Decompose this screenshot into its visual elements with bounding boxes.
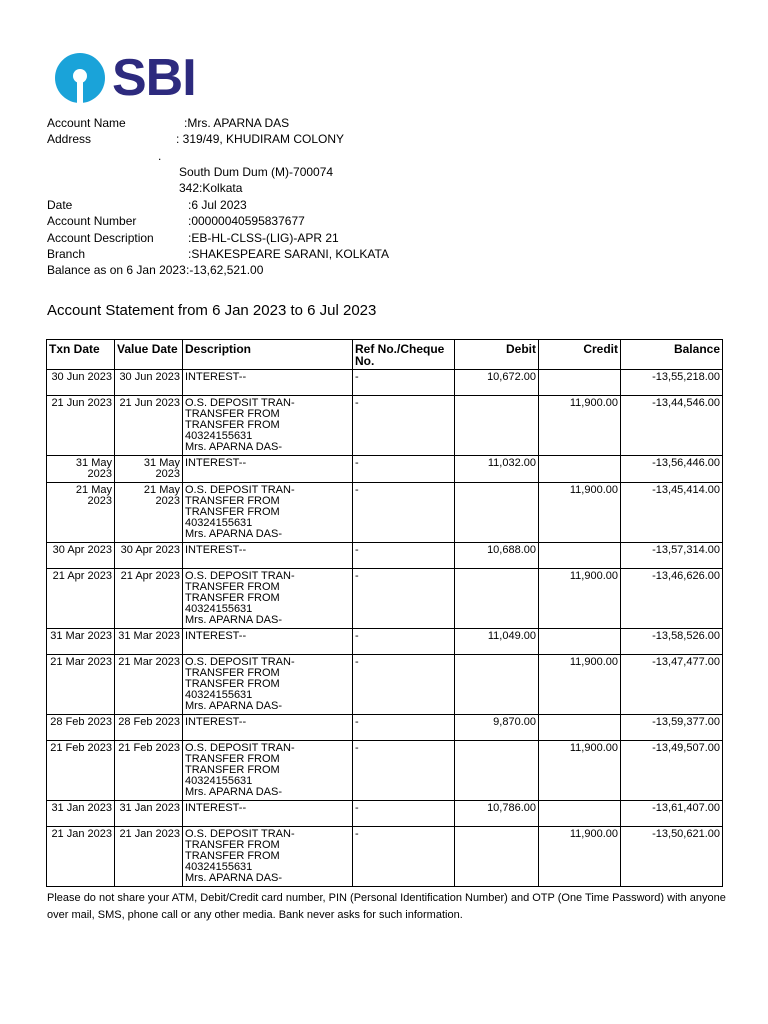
value-date-cell: 28 Feb 2023 <box>115 715 183 741</box>
credit-cell <box>539 456 621 483</box>
value-date-cell: 21 Apr 2023 <box>115 569 183 629</box>
account-field-label: Date <box>47 198 73 212</box>
account-field-value: : 319/49, KHUDIRAM COLONY <box>176 132 345 146</box>
credit-cell <box>539 629 621 655</box>
debit-cell: 11,049.00 <box>455 629 539 655</box>
table-row <box>47 543 723 569</box>
ref-no-cell: - <box>353 569 455 629</box>
description-cell: O.S. DEPOSIT TRAN- TRANSFER FROM TRANSFER FROM 40324155631 Mrs. APARNA DAS- <box>183 483 353 543</box>
balance-cell: -13,59,377.00 <box>621 715 723 741</box>
txn-date-cell: 28 Feb 2023 <box>47 715 115 741</box>
value-date-cell: 30 Jun 2023 <box>115 370 183 396</box>
credit-cell <box>539 543 621 569</box>
txn-date-cell: 21 Jun 2023 <box>47 396 115 456</box>
account-field-row <box>47 246 647 262</box>
table-row <box>47 655 723 715</box>
value-date-cell: 21 Jan 2023 <box>115 827 183 887</box>
account-field-value: :00000040595837677 <box>188 214 305 228</box>
debit-cell: 10,786.00 <box>455 801 539 827</box>
txn-date-cell: 30 Apr 2023 <box>47 543 115 569</box>
balance-cell: -13,46,626.00 <box>621 569 723 629</box>
statement-title: Account Statement from 6 Jan 2023 to 6 Jul 2023 <box>47 302 377 319</box>
credit-cell: 11,900.00 <box>539 396 621 456</box>
ref-no-cell: - <box>353 715 455 741</box>
description-cell: INTEREST-- <box>183 629 353 655</box>
txn-date-cell: 30 Jun 2023 <box>47 370 115 396</box>
debit-cell <box>455 741 539 801</box>
ref-no-cell: - <box>353 543 455 569</box>
col-header-credit: Credit <box>539 340 621 370</box>
txn-date-cell: 21 Feb 2023 <box>47 741 115 801</box>
account-field-value: South Dum Dum (M)-700074 <box>179 165 334 179</box>
table-row <box>47 629 723 655</box>
value-date-cell: 21 Mar 2023 <box>115 655 183 715</box>
table-row <box>47 801 723 827</box>
account-field-row <box>47 230 647 246</box>
balance-cell: -13,55,218.00 <box>621 370 723 396</box>
debit-cell <box>455 483 539 543</box>
description-cell: O.S. DEPOSIT TRAN- TRANSFER FROM TRANSFER FROM 40324155631 Mrs. APARNA DAS- <box>183 655 353 715</box>
balance-cell: -13,57,314.00 <box>621 543 723 569</box>
value-date-cell: 31 Jan 2023 <box>115 801 183 827</box>
txn-date-cell: 21 Jan 2023 <box>47 827 115 887</box>
table-row <box>47 456 723 483</box>
txn-date-cell: 31 May 2023 <box>47 456 115 483</box>
balance-cell: -13,50,621.00 <box>621 827 723 887</box>
account-field-label: Account Number <box>47 214 137 228</box>
table-row <box>47 741 723 801</box>
ref-no-cell: - <box>353 629 455 655</box>
ref-no-cell: - <box>353 741 455 801</box>
credit-cell: 11,900.00 <box>539 655 621 715</box>
col-header-debit: Debit <box>455 340 539 370</box>
table-row <box>47 396 723 456</box>
account-field-value: 342:Kolkata <box>179 181 243 195</box>
description-cell: O.S. DEPOSIT TRAN- TRANSFER FROM TRANSFER FROM 40324155631 Mrs. APARNA DAS- <box>183 741 353 801</box>
value-date-cell: 21 Jun 2023 <box>115 396 183 456</box>
account-field-label: Account Name <box>47 116 126 130</box>
security-notice: Please do not share your ATM, Debit/Credit card number, PIN (Personal Identification Number) and OTP (One Time Password) with anyone over mail, SMS, phone call or any other media. Bank never asks for such information. <box>47 892 726 921</box>
description-cell: INTEREST-- <box>183 801 353 827</box>
description-cell: INTEREST-- <box>183 715 353 741</box>
txn-date-cell: 21 Apr 2023 <box>47 569 115 629</box>
balance-cell: -13,44,546.00 <box>621 396 723 456</box>
account-field-value: :SHAKESPEARE SARANI, KOLKATA <box>188 247 389 261</box>
account-field-value: :6 Jul 2023 <box>188 198 247 212</box>
value-date-cell: 31 May 2023 <box>115 456 183 483</box>
account-field-label: Account Description <box>47 231 154 245</box>
transactions-table <box>46 339 723 887</box>
col-header-value-date: Value Date <box>115 340 183 370</box>
table-header-row <box>47 340 723 370</box>
credit-cell: 11,900.00 <box>539 569 621 629</box>
txn-date-cell: 21 Mar 2023 <box>47 655 115 715</box>
ref-no-cell: - <box>353 456 455 483</box>
col-header-ref-no: Ref No./Cheque No. <box>353 340 455 370</box>
col-header-description: Description <box>183 340 353 370</box>
description-cell: O.S. DEPOSIT TRAN- TRANSFER FROM TRANSFER FROM 40324155631 Mrs. APARNA DAS- <box>183 396 353 456</box>
ref-no-cell: - <box>353 396 455 456</box>
credit-cell <box>539 715 621 741</box>
value-date-cell: 31 Mar 2023 <box>115 629 183 655</box>
table-row <box>47 483 723 543</box>
debit-cell: 9,870.00 <box>455 715 539 741</box>
description-cell: O.S. DEPOSIT TRAN- TRANSFER FROM TRANSFER FROM 40324155631 Mrs. APARNA DAS- <box>183 569 353 629</box>
value-date-cell: 21 May 2023 <box>115 483 183 543</box>
debit-cell <box>455 655 539 715</box>
txn-date-cell: 31 Jan 2023 <box>47 801 115 827</box>
txn-date-cell: 21 May 2023 <box>47 483 115 543</box>
sbi-keyhole-icon <box>54 52 106 104</box>
value-date-cell: 30 Apr 2023 <box>115 543 183 569</box>
credit-cell: 11,900.00 <box>539 827 621 887</box>
table-row <box>47 715 723 741</box>
balance-cell: -13,61,407.00 <box>621 801 723 827</box>
debit-cell: 10,688.00 <box>455 543 539 569</box>
col-header-balance: Balance <box>621 340 723 370</box>
account-field-value: . <box>158 149 162 163</box>
balance-cell: -13,45,414.00 <box>621 483 723 543</box>
balance-cell: -13,47,477.00 <box>621 655 723 715</box>
account-field-row <box>47 148 647 164</box>
description-cell: INTEREST-- <box>183 543 353 569</box>
account-field-row <box>47 115 647 131</box>
account-field-label: Balance as on 6 Jan 2023 <box>47 263 186 277</box>
account-field-label: Branch <box>47 247 86 261</box>
debit-cell: 10,672.00 <box>455 370 539 396</box>
debit-cell <box>455 396 539 456</box>
credit-cell <box>539 370 621 396</box>
balance-cell: -13,58,526.00 <box>621 629 723 655</box>
credit-cell: 11,900.00 <box>539 741 621 801</box>
account-field-row <box>47 262 647 278</box>
col-header-txn-date: Txn Date <box>47 340 115 370</box>
bank-logo <box>54 49 196 107</box>
account-field-row <box>47 213 647 229</box>
txn-date-cell: 31 Mar 2023 <box>47 629 115 655</box>
account-field-row <box>47 164 647 180</box>
account-field-value: :-13,62,521.00 <box>186 263 264 277</box>
account-field-label: Address <box>47 132 92 146</box>
description-cell: INTEREST-- <box>183 456 353 483</box>
table-row <box>47 569 723 629</box>
credit-cell: 11,900.00 <box>539 483 621 543</box>
debit-cell <box>455 569 539 629</box>
brand-name: SBI <box>112 49 196 107</box>
ref-no-cell: - <box>353 827 455 887</box>
table-row <box>47 827 723 887</box>
ref-no-cell: - <box>353 655 455 715</box>
account-field-row <box>47 131 647 147</box>
description-cell: O.S. DEPOSIT TRAN- TRANSFER FROM TRANSFER FROM 40324155631 Mrs. APARNA DAS- <box>183 827 353 887</box>
description-cell: INTEREST-- <box>183 370 353 396</box>
ref-no-cell: - <box>353 483 455 543</box>
debit-cell <box>455 827 539 887</box>
debit-cell: 11,032.00 <box>455 456 539 483</box>
balance-cell: -13,56,446.00 <box>621 456 723 483</box>
balance-cell: -13,49,507.00 <box>621 741 723 801</box>
table-row <box>47 370 723 396</box>
ref-no-cell: - <box>353 801 455 827</box>
account-field-row <box>47 197 647 213</box>
account-field-row <box>47 180 647 196</box>
ref-no-cell: - <box>353 370 455 396</box>
value-date-cell: 21 Feb 2023 <box>115 741 183 801</box>
credit-cell <box>539 801 621 827</box>
account-field-value: :EB-HL-CLSS-(LIG)-APR 21 <box>188 231 339 245</box>
account-field-value: :Mrs. APARNA DAS <box>184 116 290 130</box>
